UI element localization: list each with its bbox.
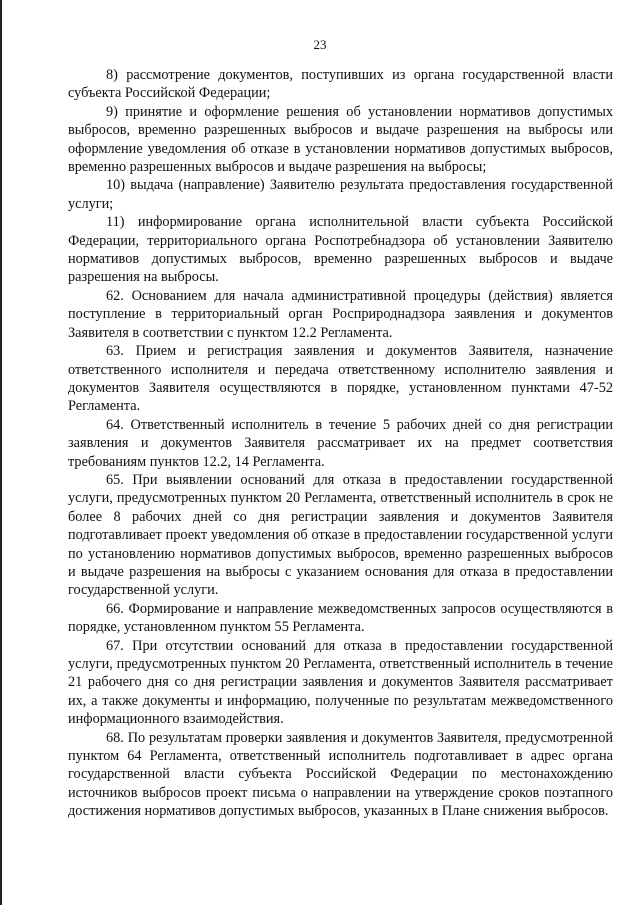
- clause-67: 67. При отсутствии оснований для отказа в предоставлении государственной услуги, предусмотренных пунктом 20 Регламента, ответственный исполнитель в течение 21 рабочего дня со дня регистрации заявления и документов Заявителя рассматривает их, а также документы и информацию, полученные по результатам межведомственного информационного взаимодействия.: [68, 637, 613, 728]
- list-item-11: 11) информирование органа исполнительной власти субъекта Российской Федерации, территориального органа Роспотребнадзора об установлении Заявителю нормативов допустимых выбросов, временно разрешенных выбросов и выдаче разрешения на выбросы.: [68, 214, 613, 286]
- clause-64: 64. Ответственный исполнитель в течение 5 рабочих дней со дня регистрации заявления и документов Заявителя рассматривает их на предмет соответствия требованиям пунктов 12.2, 14 Регламента.: [68, 416, 613, 470]
- clause-65: 65. При выявлении оснований для отказа в предоставлении государственной услуги, предусмотренных пунктом 20 Регламента, ответственный исполнитель в срок не более 8 рабочих дней со дня регистрации заявления и документов Заявителя подготавливает проект уведомления об отказе в предоставлении государственной услуги по установлению нормативов допустимых выбросов, временно разрешенных выбросов и выдаче разрешения на выбросы с указанием основания для отказа в предоставлении государственной услуги.: [68, 471, 613, 599]
- list-item-10: 10) выдача (направление) Заявителю результата предоставления государственной услуги;: [68, 177, 613, 212]
- page-edge-line: [0, 0, 2, 905]
- document-body: [68, 66, 613, 821]
- list-item-9: 9) принятие и оформление решения об установлении нормативов допустимых выбросов, временно разрешенных выбросов и выдаче разрешения на выбросы или оформление уведомления об отказе в установлении нормативов допустимых выбросов, временно разрешенных выбросов и выдаче разрешения на выбросы;: [68, 103, 613, 176]
- clause-62: 62. Основанием для начала административной процедуры (действия) является поступление в территориальный орган Росприроднадзора заявления и документов Заявителя в соответствии с пунктом 12.2 Регламента.: [68, 287, 613, 341]
- clause-68: 68. По результатам проверки заявления и документов Заявителя, предусмотренной пунктом 64 Регламента, ответственный исполнитель подготавливает в адрес органа государственной власти субъекта Российской Федерации по местонахождению источников выбросов проект письма о направлении на утверждение сроков поэтапного достижения нормативов допустимых выбросов, указанных в Плане снижения выбросов.: [68, 729, 613, 820]
- list-item-8: 8) рассмотрение документов, поступивших из органа государственной власти субъекта Российской Федерации;: [68, 67, 613, 102]
- clause-63: 63. Прием и регистрация заявления и документов Заявителя, назначение ответственного исполнителя и передача ответственному исполнителю заявления и документов Заявителя осуществляются в порядке, установленном пунктами 47-52 Регламента.: [68, 343, 613, 415]
- clause-66: 66. Формирование и направление межведомственных запросов осуществляются в порядке, установленном пунктом 55 Регламента.: [68, 600, 613, 636]
- page-number: 23: [313, 37, 327, 52]
